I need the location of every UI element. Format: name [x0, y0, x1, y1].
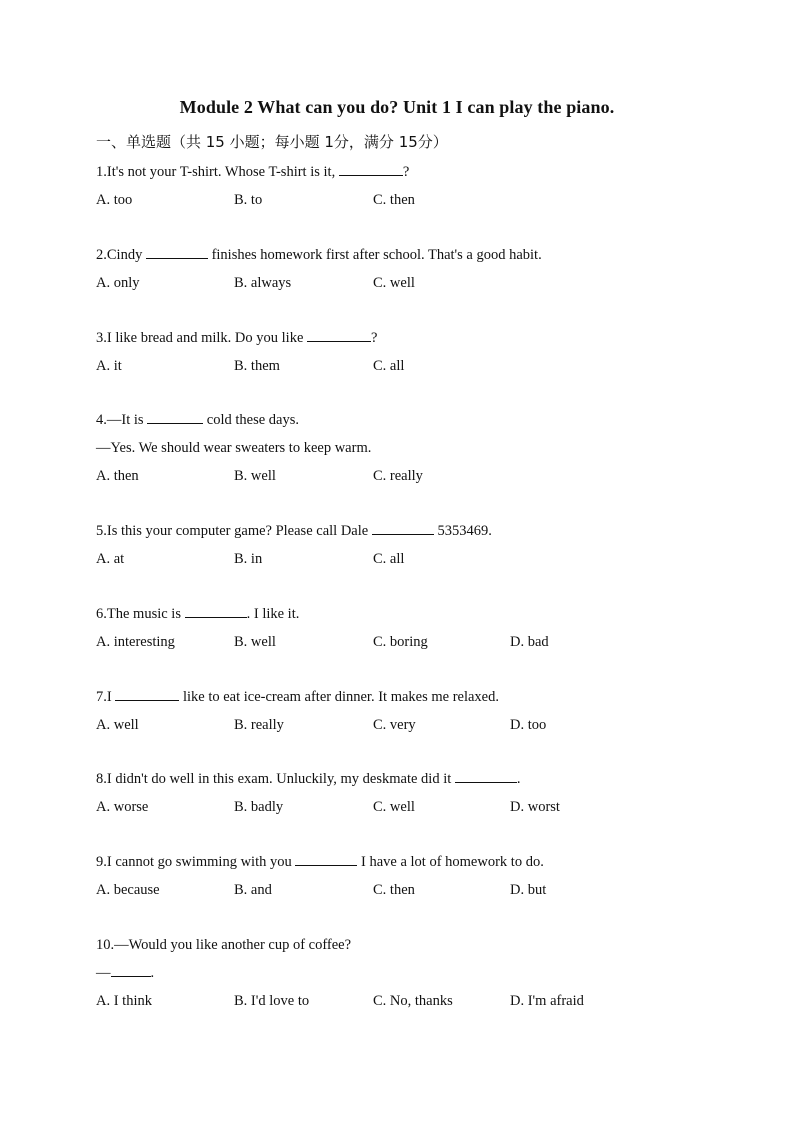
option-b[interactable]: B. to: [234, 192, 263, 208]
option-c[interactable]: C. No, thanks: [373, 993, 453, 1009]
option-b[interactable]: B. in: [234, 551, 263, 567]
question-text-end: I have a lot of homework to do.: [357, 854, 544, 870]
options-row: [96, 987, 736, 1015]
option-d[interactable]: D. bad: [510, 634, 549, 650]
question-3: [96, 324, 736, 380]
options-row: [96, 545, 736, 573]
question-7: [96, 683, 736, 739]
option-d[interactable]: D. worst: [510, 799, 560, 815]
option-c[interactable]: C. very: [373, 717, 416, 733]
option-b[interactable]: B. well: [234, 468, 276, 484]
response-dash: —: [96, 965, 111, 981]
options-row: [96, 462, 736, 490]
question-text: 8.I didn't do well in this exam. Unluckily, my deskmate did it: [96, 771, 455, 787]
question-text-end: cold these days.: [203, 412, 299, 428]
question-text: 2.Cindy: [96, 247, 146, 263]
question-text: 7.I: [96, 689, 116, 705]
option-b[interactable]: B. badly: [234, 799, 284, 815]
page-title: Module 2 What can you do? Unit 1 I can play the piano.: [179, 97, 615, 117]
options-row: [96, 876, 736, 904]
option-d[interactable]: D. but: [510, 882, 547, 898]
option-a[interactable]: A. then: [96, 468, 139, 484]
option-b[interactable]: B. I'd love to: [234, 993, 310, 1009]
option-d[interactable]: D. I'm afraid: [510, 993, 584, 1009]
question-1: [96, 158, 736, 214]
option-c[interactable]: C. all: [373, 551, 405, 567]
option-b[interactable]: B. always: [234, 275, 292, 291]
question-2: [96, 241, 736, 297]
option-a[interactable]: A. at: [96, 551, 125, 567]
question-text-end: ?: [371, 330, 378, 346]
option-c[interactable]: C. well: [373, 275, 415, 291]
question-10: [96, 931, 736, 1015]
options-row: [96, 628, 736, 656]
answer-blank: [339, 161, 403, 176]
option-b[interactable]: B. and: [234, 882, 272, 898]
option-a[interactable]: A. too: [96, 192, 133, 208]
question-5: [96, 517, 736, 573]
option-b[interactable]: B. them: [234, 358, 280, 374]
dialogue-response: —Yes. We should wear sweaters to keep warm.: [96, 440, 372, 456]
option-c[interactable]: C. boring: [373, 634, 428, 650]
dialogue-response: [96, 959, 736, 987]
option-a[interactable]: A. worse: [96, 799, 149, 815]
question-text: 10.—Would you like another cup of coffee?: [96, 937, 352, 953]
answer-blank: [307, 327, 371, 342]
question-text-end: 5353469.: [433, 523, 492, 539]
option-c[interactable]: C. well: [373, 799, 415, 815]
response-end: .: [150, 965, 155, 981]
question-text: 4.—It is: [96, 412, 148, 428]
option-b[interactable]: B. really: [234, 717, 284, 733]
answer-blank: [147, 409, 203, 424]
answer-blank: [455, 768, 517, 783]
option-a[interactable]: A. I think: [96, 993, 152, 1009]
question-9: [96, 848, 736, 904]
options-row: [96, 352, 736, 380]
question-text: 5.Is this your computer game? Please call Dale: [96, 523, 372, 539]
question-text: 6.The music is: [96, 606, 185, 622]
question-4: [96, 406, 736, 490]
options-row: [96, 186, 736, 214]
question-text-end: . I like it.: [246, 606, 300, 622]
option-a[interactable]: A. only: [96, 275, 140, 291]
answer-blank: [295, 851, 357, 866]
option-a[interactable]: A. because: [96, 882, 160, 898]
question-text: 1.It's not your T-shirt. Whose T-shirt is it,: [96, 164, 339, 180]
option-c[interactable]: C. then: [373, 192, 415, 208]
question-text: 3.I like bread and milk. Do you like: [96, 330, 308, 346]
option-c[interactable]: C. then: [373, 882, 415, 898]
question-text-end: .: [516, 771, 521, 787]
option-c[interactable]: C. really: [373, 468, 423, 484]
answer-blank: [185, 603, 247, 618]
question-text: 9.I cannot go swimming with you: [96, 854, 296, 870]
question-text-end: finishes homework first after school. That's a good habit.: [207, 247, 542, 263]
options-row: [96, 793, 736, 821]
question-8: [96, 765, 736, 821]
option-d[interactable]: D. too: [510, 717, 547, 733]
answer-blank: [146, 244, 208, 259]
option-b[interactable]: B. well: [234, 634, 276, 650]
section-header: 一、单选题（共 15 小题；每小题 1分，满分 15分）: [96, 133, 448, 151]
question-text-end: ?: [402, 164, 410, 180]
option-a[interactable]: A. well: [96, 717, 139, 733]
option-a[interactable]: A. it: [96, 358, 122, 374]
option-c[interactable]: C. all: [373, 358, 405, 374]
question-text-end: like to eat ice-cream after dinner. It makes me relaxed.: [179, 689, 499, 705]
options-row: [96, 269, 736, 297]
answer-blank: [115, 686, 179, 701]
options-row: [96, 711, 736, 739]
answer-blank: [372, 520, 434, 535]
answer-blank: [111, 962, 151, 977]
question-6: [96, 600, 736, 656]
option-a[interactable]: A. interesting: [96, 634, 175, 650]
